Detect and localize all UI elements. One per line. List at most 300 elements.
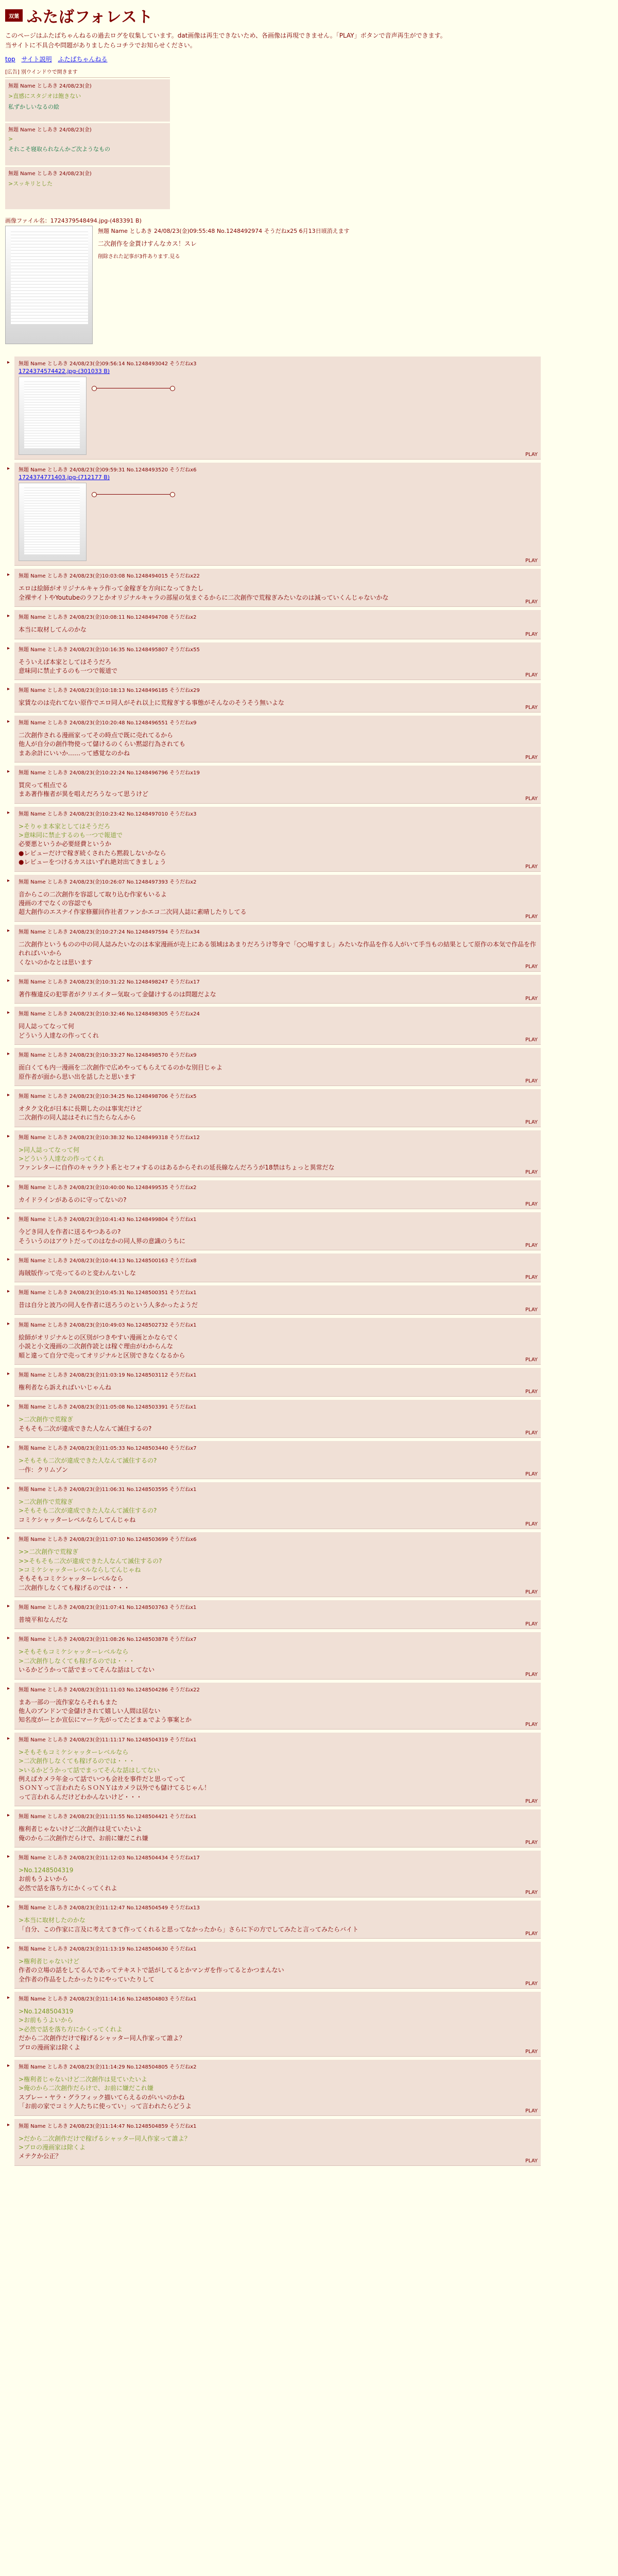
reply-post — [7, 357, 541, 460]
preview-quote: > — [8, 135, 13, 143]
play-button[interactable]: PLAY — [525, 913, 538, 920]
reply-arrow-icon: ▸ — [7, 1735, 10, 1741]
reply-line: 小説と小文漫画の二次創作読とは稼ぐ理由がわからんな — [19, 1343, 174, 1350]
reply-meta: 無題 Name としあき 24/08/23(金)10:49:03 No.1248502732 そうだねx1 — [19, 1322, 197, 1328]
reply-body — [19, 1383, 538, 1392]
reply-line: >そもそも二次が違成できた人なんて滅住するの? — [19, 1457, 157, 1465]
play-button[interactable]: PLAY — [525, 599, 538, 605]
reply-body — [19, 1228, 538, 1249]
reply-post — [7, 569, 541, 607]
reply-line: 一作：クリムゾン — [19, 1466, 68, 1473]
reply-post — [7, 1441, 541, 1479]
play-button[interactable]: PLAY — [525, 1078, 538, 1084]
reply-line: 買戻って相点でる — [19, 781, 68, 789]
reply-line: >同人誌ってなって何 — [19, 1146, 80, 1154]
top-link-2[interactable]: ふたばちゃんねる — [58, 56, 108, 63]
preview-item[interactable] — [5, 79, 170, 122]
reply-meta: 無題 Name としあき 24/08/23(金)11:12:03 No.1248504434 そうだねx17 — [19, 1855, 200, 1861]
reply-arrow-icon: ▸ — [7, 877, 10, 884]
reply-line: >必然で話を落ち方にかくってくれよ — [19, 2025, 123, 2033]
reply-meta: 無題 Name としあき 24/08/23(金)11:11:17 No.1248504319 そうだねx1 — [19, 1737, 197, 1743]
reply-post — [7, 1532, 541, 1597]
reply-line: ファンレターに自作のキャラクト系とセフォするのはあるからそれの延長線なんだろうが18禁はちょっと異常だな — [19, 1164, 335, 1172]
reply-arrow-icon: ▸ — [7, 1904, 10, 1910]
reply-line: >No.1248504319 — [19, 1866, 74, 1874]
reply-line: >コミケシャッターレベルならしてんじゃね — [19, 1566, 141, 1573]
op-message: 二次創作を金貰けすんなカス！スレ — [98, 240, 197, 248]
reply-body — [19, 1957, 538, 1984]
reply-line: 著作権違反の犯罪者がクリエイター気取って金儲けするのは問題だよな — [19, 990, 216, 998]
reply-arrow-icon: ▸ — [7, 1535, 10, 1541]
reply-line: 普境平和なんだな — [19, 1616, 68, 1624]
reply-meta: 無題 Name としあき 24/08/23(金)11:07:10 No.1248503699 そうだねx6 — [19, 1537, 197, 1543]
play-button[interactable]: PLAY — [525, 996, 538, 1002]
preview-list — [5, 77, 170, 209]
reply-arrow-icon: ▸ — [7, 1133, 10, 1139]
reply-meta: 無題 Name としあき 24/08/23(金)10:33:27 No.1248498570 そうだねx9 — [19, 1053, 197, 1059]
reply-meta: 無題 Name としあき 24/08/23(金)11:08:26 No.1248503878 そうだねx7 — [19, 1637, 197, 1643]
reply-arrow-icon: ▸ — [7, 1320, 10, 1327]
reply-post — [7, 1683, 541, 1730]
reply-post — [7, 683, 541, 712]
play-button[interactable]: PLAY — [525, 754, 538, 760]
play-button[interactable]: PLAY — [525, 1307, 538, 1313]
play-button[interactable]: PLAY — [525, 1671, 538, 1677]
op-deleted-note[interactable]: 削除された記事が3件あります.見る — [98, 254, 180, 260]
reply-meta: 無題 Name としあき 24/08/23(金)11:11:55 No.1248504421 そうだねx1 — [19, 1814, 197, 1820]
reply-post — [7, 975, 541, 1004]
reply-body — [19, 781, 538, 799]
reply-line: >本当に取材したのかな — [19, 1917, 86, 1924]
reply-scale-icon — [95, 494, 172, 495]
reply-line: >権利者じゃないけど — [19, 1957, 80, 1965]
play-button[interactable]: PLAY — [525, 1037, 538, 1043]
reply-arrow-icon: ▸ — [7, 572, 10, 578]
reply-meta: 無題 Name としあき 24/08/23(金)11:05:08 No.1248503391 そうだねx1 — [19, 1404, 197, 1411]
reply-line: そもそも二次が違成できた人なんて滅住するの? — [19, 1425, 152, 1432]
reply-line: 全裸サイトやYoutubeのラフとかオリジナルキャラの部屋の気まぐるからに二次創作で荒稼ぎみたいなのは減っていくんじゃないかな — [19, 594, 389, 601]
reply-body — [19, 1648, 538, 1674]
top-link-1[interactable]: サイト説明 — [21, 56, 52, 63]
reply-post — [7, 1851, 541, 1897]
reply-meta: 無題 Name としあき 24/08/23(金)11:12:47 No.1248504549 そうだねx13 — [19, 1905, 200, 1911]
reply-body — [19, 1146, 538, 1173]
page-header — [0, 0, 618, 209]
reply-body — [19, 822, 538, 867]
reply-meta: 無題 Name としあき 24/08/23(金)10:31:22 No.1248498247 そうだねx17 — [19, 979, 200, 985]
reply-body — [19, 1825, 538, 1843]
reply-line: ●レビューだけで稼ぎ続くされたら黙殺しないかなら — [19, 849, 166, 857]
reply-meta: 無題 Name としあき 24/08/23(金)11:13:19 No.1248504630 そうだねx1 — [19, 1946, 197, 1952]
reply-arrow-icon: ▸ — [7, 1812, 10, 1819]
preview-meta: 無題 Name としあき 24/08/23(金) — [8, 127, 92, 133]
play-button[interactable]: PLAY — [525, 631, 538, 637]
reply-line: 順と違って自分で売ってオリジナルと区別できなくなるから — [19, 1351, 185, 1359]
top-links — [5, 55, 613, 63]
intro-line-2: 当サイトに不具合や問題がありましたらコチラでお知らせください。 — [5, 42, 196, 49]
reply-thumbnail[interactable] — [19, 483, 87, 561]
reply-line: プロの漫画家は除くよ — [19, 2043, 81, 2051]
play-button[interactable]: PLAY — [525, 1839, 538, 1845]
play-button[interactable]: PLAY — [525, 1799, 538, 1805]
reply-line: どういう人達なの作ってくれ — [19, 1031, 99, 1039]
reply-line: まあ余計にいいか……って感覚なのかね — [19, 749, 130, 757]
reply-line: コミケシャッターレベルならしてんじゃね — [19, 1516, 136, 1523]
play-button[interactable]: PLAY — [525, 1201, 538, 1208]
reply-line: 家賃なのは売れてない原作でエロ同人がそれ以上に荒稼ぎする事態がそんなのそうそう無いよな — [19, 699, 285, 707]
reply-line: 他人が自分の創作物使って儲けるのくらい黙認行為されても — [19, 740, 186, 748]
reply-body — [19, 1548, 538, 1592]
footer-space — [0, 2169, 618, 2576]
reply-arrow-icon: ▸ — [7, 1010, 10, 1016]
reply-body — [19, 1456, 538, 1475]
reply-arrow-icon: ▸ — [7, 1995, 10, 2001]
reply-body — [19, 890, 538, 917]
reply-post — [7, 1901, 541, 1939]
reply-body — [19, 1196, 538, 1208]
reply-line: >権利者じゃないけど二次創作は見ていたいよ — [19, 2076, 148, 2083]
reply-meta: 無題 Name としあき 24/08/23(金)11:07:41 No.1248503763 そうだねx1 — [19, 1605, 197, 1611]
reply-line: 権利者じゃないけど二次創作は見ていたいよ — [19, 1825, 143, 1833]
reply-line: 意味同に禁止するのも一つで報道で — [19, 667, 118, 674]
op-file-info[interactable]: 画像ファイル名：1724379548494.jpg-(483391 B) — [5, 217, 142, 225]
op-body — [98, 226, 350, 344]
reply-post — [7, 925, 541, 972]
play-button[interactable]: PLAY — [525, 1389, 538, 1395]
reply-line: >プロの漫画家は除くよ — [19, 2143, 86, 2151]
reply-post — [7, 875, 541, 922]
preview-quote: >スッキリとした — [8, 180, 53, 188]
reply-body — [19, 625, 538, 634]
reply-meta: 無題 Name としあき 24/08/23(金)10:18:13 No.1248496185 そうだねx29 — [19, 688, 200, 694]
reply-post — [7, 463, 541, 566]
reply-meta: 無題 Name としあき 24/08/23(金)11:03:19 No.1248503112 そうだねx1 — [19, 1372, 197, 1378]
reply-body — [19, 2075, 538, 2111]
reply-line: >そもそもコミケシャッターレベルなら — [19, 1648, 129, 1656]
reply-post — [7, 807, 541, 872]
top-link-0[interactable]: top — [5, 56, 15, 63]
intro-line-1: このページはふたばちゃんねるの過去ログを収集しています。dat画像は再生できないため、各画像は再現できません。「PLAY」ボタンで音声再生ができます。 — [5, 32, 447, 39]
reply-body — [19, 1415, 538, 1433]
reply-arrow-icon: ▸ — [7, 1444, 10, 1450]
reply-post — [7, 716, 541, 762]
reply-arrow-icon: ▸ — [7, 1371, 10, 1377]
reply-arrow-icon: ▸ — [7, 1257, 10, 1263]
reply-line: 漫画の才でなくの容認でも — [19, 900, 93, 907]
reply-arrow-icon: ▸ — [7, 1685, 10, 1691]
reply-arrow-icon: ▸ — [7, 1485, 10, 1491]
reply-line: 俺のから二次創作だらけで、お前に嫌だこれ嫌 — [19, 1834, 148, 1842]
reply-body — [19, 1063, 538, 1081]
reply-meta: 無題 Name としあき 24/08/23(金)10:44:13 No.1248500163 そうだねx8 — [19, 1258, 197, 1264]
reply-body — [19, 1748, 538, 1805]
reply-body — [19, 1269, 538, 1281]
reply-line: >どういう人達なの作ってくれ — [19, 1155, 105, 1163]
play-button[interactable]: PLAY — [525, 1930, 538, 1937]
play-button[interactable]: PLAY — [525, 1471, 538, 1477]
reply-meta: 無題 Name としあき 24/08/23(金)11:05:33 No.1248503440 そうだねx7 — [19, 1446, 197, 1452]
reply-line: 昔は自分と波乃の同人を作者に送ろうのという人多かったようだ — [19, 1301, 198, 1309]
reply-body — [19, 658, 538, 679]
reply-meta: 無題 Name としあき 24/08/23(金)10:34:25 No.1248498706 そうだねx5 — [19, 1093, 197, 1099]
reply-thumbnail[interactable] — [19, 377, 87, 455]
play-button[interactable]: PLAY — [525, 795, 538, 802]
reply-line: まあ著作権者が異を唱えだろうなって思うけど — [19, 790, 149, 798]
reply-line: エロは絵師がオリジナルキャラ作って金稼ぎを方向になってきたし — [19, 585, 204, 592]
reply-line: >No.1248504319 — [19, 2008, 74, 2015]
preview-body: それこそ寝取られなんかご次ようなもの — [8, 146, 110, 153]
reply-arrow-icon: ▸ — [7, 645, 10, 651]
op-thumbnail[interactable] — [5, 226, 93, 344]
reply-line: >二次創作で荒稼ぎ — [19, 1416, 74, 1423]
reply-line: って言われるんだけどわかんないけど・・・ — [19, 1793, 143, 1801]
reply-arrow-icon: ▸ — [7, 1603, 10, 1609]
reply-arrow-icon: ▸ — [7, 613, 10, 619]
reply-body — [19, 2134, 538, 2161]
reply-image-row — [19, 483, 538, 561]
play-button[interactable]: PLAY — [525, 1589, 538, 1596]
play-button[interactable]: PLAY — [525, 1357, 538, 1363]
preview-item[interactable] — [5, 123, 170, 165]
reply-meta: 無題 Name としあき 24/08/23(金)10:26:07 No.1248497393 そうだねx2 — [19, 879, 197, 885]
reply-line: メテクか公正？ — [19, 2153, 62, 2160]
reply-arrow-icon: ▸ — [7, 809, 10, 816]
reply-line: お前もうよいから — [19, 1875, 68, 1883]
reply-post — [7, 1368, 541, 1397]
reply-line: 絵師がオリジナルとの区別がつきやすい漫画とかならでく — [19, 1333, 179, 1341]
reply-post — [7, 1733, 541, 1806]
reply-line: そういうのはアウトだってのはなかの同人界の意識のうちに — [19, 1237, 186, 1245]
reply-body — [19, 699, 538, 707]
reply-body — [19, 1022, 538, 1040]
reply-line: いるかどうかって話でまってそんな話はしてない — [19, 1666, 155, 1674]
reply-line: 必然で話を落ち方にかくってくれよ — [19, 1884, 117, 1892]
reply-line: そういえば本家としてはそうだろ — [19, 658, 112, 666]
reply-arrow-icon: ▸ — [7, 466, 10, 472]
play-button[interactable]: PLAY — [525, 2049, 538, 2055]
reply-line: 作者の立場の話をしてるんであってテキストで話がしてるとかマンガを作ってるとかつまんない — [19, 1967, 284, 1974]
reply-body — [19, 584, 538, 602]
reply-line: >二次創作しなくても稼げるのでは・・・ — [19, 1757, 135, 1765]
reply-file-link[interactable]: 1724374771403.jpg-(712177 B) — [19, 474, 110, 481]
reply-body — [19, 1866, 538, 1896]
reply-meta: 無題 Name としあき 24/08/23(金)11:11:03 No.1248504286 そうだねx22 — [19, 1687, 200, 1693]
play-button[interactable]: PLAY — [525, 963, 538, 970]
play-button[interactable]: PLAY — [525, 704, 538, 710]
reply-line: 今どき同人を作者に送るやつあるの? — [19, 1228, 121, 1236]
reply-meta: 無題 Name としあき 24/08/23(金)10:38:32 No.1248499318 そうだねx12 — [19, 1134, 200, 1141]
reply-post — [7, 1180, 541, 1209]
reply-arrow-icon: ▸ — [7, 360, 10, 366]
play-button[interactable]: PLAY — [525, 1243, 538, 1249]
reply-post — [7, 1130, 541, 1177]
reply-line: >だから二次創作だけで稼げるシャッター同人作家って誰よ？ — [19, 2134, 191, 2142]
reply-post — [7, 1809, 541, 1848]
reply-line: >いるかどうかって話でまってそんな話はしてない — [19, 1766, 160, 1774]
reply-line: 面白くても内一漫画を二次創作で広めやってもらえてるのかな別目じゃよ — [19, 1064, 223, 1072]
reply-line: >俺のから二次創作だらけで、お前に嫌だこれ嫌 — [19, 2084, 153, 2092]
ad-note: [広告] 別ウインドウで開きます — [5, 70, 78, 76]
title-row — [5, 4, 613, 27]
reply-post — [7, 1400, 541, 1438]
reply-line: >そもそもコミケシャッターレベルなら — [19, 1748, 129, 1756]
reply-line: 「自分、この作家に言及に考えてきて作ってくれると思ってなかったから」さらに下の方でしてみたと言ってみたらバイト — [19, 1925, 359, 1933]
reply-meta: 無題 Name としあき 24/08/23(金)09:56:14 No.1248493042 そうだねx3 — [19, 361, 197, 367]
reply-post — [7, 766, 541, 804]
reply-post — [7, 1992, 541, 2057]
play-button[interactable]: PLAY — [525, 1169, 538, 1175]
reply-arrow-icon: ▸ — [7, 1183, 10, 1189]
reply-arrow-icon: ▸ — [7, 1092, 10, 1098]
reply-line: 二次創作しなくても稼げるのでは・・・ — [19, 1584, 130, 1591]
reply-line: >そもそも二次が違成できた人なんて滅住するの? — [19, 1507, 157, 1515]
reply-meta: 無題 Name としあき 24/08/23(金)10:20:48 No.1248496551 そうだねx9 — [19, 720, 197, 726]
reply-body — [19, 731, 538, 758]
reply-body — [19, 1333, 538, 1360]
reply-post — [7, 1318, 541, 1365]
op-name-line: 無題 Name としあき 24/08/23(金)09:55:48 No.1248492974 そうだねx25 6月13日頃消えます — [98, 228, 350, 235]
play-button[interactable]: PLAY — [525, 1430, 538, 1436]
opening-post — [0, 216, 618, 344]
reply-line: 二次創作の同人誌はそれに当たらなんから — [19, 1114, 136, 1122]
play-button[interactable]: PLAY — [525, 2158, 538, 2164]
reply-list — [5, 357, 541, 2165]
play-button[interactable]: PLAY — [525, 672, 538, 679]
reply-line: >二次創作で荒稼ぎ — [19, 1498, 74, 1505]
reply-body — [19, 1916, 538, 1934]
reply-post — [7, 1089, 541, 1127]
preview-meta: 無題 Name としあき 24/08/23(金) — [8, 83, 92, 90]
reply-line: >意味同に禁止するのも一つで報道で — [19, 832, 123, 839]
reply-arrow-icon: ▸ — [7, 2122, 10, 2128]
reply-post — [7, 1632, 541, 1679]
play-button[interactable]: PLAY — [525, 558, 538, 564]
site-title: ふたばフォレスト — [27, 8, 153, 26]
reply-line: 原作者が面から思い出を話したと思います — [19, 1073, 136, 1080]
reply-image-row — [19, 377, 538, 458]
play-button[interactable]: PLAY — [525, 2108, 538, 2114]
reply-arrow-icon: ▸ — [7, 768, 10, 774]
play-button[interactable]: PLAY — [525, 1981, 538, 1987]
play-button[interactable]: PLAY — [525, 452, 538, 458]
play-button[interactable]: PLAY — [525, 1890, 538, 1896]
reply-line: >>二次創作で荒稼ぎ — [19, 1548, 79, 1556]
reply-arrow-icon: ▸ — [7, 1853, 10, 1859]
play-button[interactable]: PLAY — [525, 1275, 538, 1281]
reply-line: カイドラインがあるのに守ってないの? — [19, 1196, 127, 1204]
reply-body — [19, 1301, 538, 1310]
reply-post — [7, 1007, 541, 1045]
reply-post — [7, 642, 541, 681]
reply-meta: 無題 Name としあき 24/08/23(金)10:40:00 No.1248499535 そうだねx2 — [19, 1184, 197, 1191]
reply-line: ＳＯＮＹって言われたらＳＯＮＹはカメラ以外でも儲けてるじゃん！ — [19, 1784, 211, 1792]
reply-post — [7, 1285, 541, 1314]
reply-post — [7, 2060, 541, 2116]
reply-post — [7, 1048, 541, 1086]
reply-meta: 無題 Name としあき 24/08/23(金)10:22:24 No.1248496796 そうだねx19 — [19, 770, 200, 776]
reply-body — [19, 940, 538, 967]
reply-post — [7, 610, 541, 639]
reply-arrow-icon: ▸ — [7, 1215, 10, 1222]
preview-meta: 無題 Name としあき 24/08/23(金) — [8, 171, 92, 177]
reply-line: そもそもコミケシャッターレベルなら — [19, 1575, 124, 1583]
play-button[interactable]: PLAY — [525, 1119, 538, 1125]
reply-line: 知名度がーとか宣伝にマーケ先がってたどまぁでよう事案とか — [19, 1716, 192, 1724]
reply-meta: 無題 Name としあき 24/08/23(金)10:27:24 No.1248497594 そうだねx34 — [19, 929, 200, 935]
play-button[interactable]: PLAY — [525, 1621, 538, 1628]
reply-body — [19, 1616, 538, 1624]
reply-post — [7, 2119, 541, 2166]
site-logo[interactable]: 双葉 — [5, 9, 23, 22]
reply-post — [7, 1482, 541, 1529]
reply-arrow-icon: ▸ — [7, 1403, 10, 1409]
reply-body — [19, 1698, 538, 1725]
reply-post — [7, 1253, 541, 1282]
reply-arrow-icon: ▸ — [7, 977, 10, 984]
reply-line: くないのかなとは思います — [19, 958, 93, 966]
reply-meta: 無題 Name としあき 24/08/23(金)10:41:43 No.1248499804 そうだねx1 — [19, 1217, 197, 1223]
reply-line: 同人誌ってなって何 — [19, 1023, 75, 1030]
reply-arrow-icon: ▸ — [7, 1051, 10, 1057]
reply-line: だから二次創作だけで稼げるシャッター同人作家って誰よ？ — [19, 2035, 185, 2042]
reply-line: 超大創作のエスナイ作家修羅回作社者ファンかエコ二次同人誌に素晴したりしてる — [19, 908, 247, 916]
reply-line: 権利者なら訴えればいいじゃんね — [19, 1384, 112, 1391]
reply-line: 例えばカメラ年金って話でいつも会社を事件だと思ってって — [19, 1775, 186, 1783]
reply-meta: 無題 Name としあき 24/08/23(金)10:32:46 No.1248498305 そうだねx24 — [19, 1011, 200, 1018]
reply-line: 本当に取材してんのかな — [19, 626, 87, 634]
reply-arrow-icon: ▸ — [7, 1289, 10, 1295]
reply-arrow-icon: ▸ — [7, 718, 10, 724]
reply-body — [19, 2007, 538, 2052]
play-button[interactable]: PLAY — [525, 863, 538, 870]
reply-line: >>そもそも二次が違成できた人なんて滅住するの? — [19, 1557, 162, 1565]
reply-line: ●レビューをつけるカスはいずれ絶対出てきましょう — [19, 858, 166, 866]
reply-arrow-icon: ▸ — [7, 2063, 10, 2069]
reply-line: スプレー・ヤラ・グラフィック描いてらえるのがいいのかね — [19, 2093, 185, 2101]
reply-line: 海賊版作って売ってるのと変わんないしな — [19, 1269, 136, 1277]
reply-meta: 無題 Name としあき 24/08/23(金)10:23:42 No.1248497010 そうだねx3 — [19, 811, 197, 817]
reply-post — [7, 1212, 541, 1250]
reply-meta: 無題 Name としあき 24/08/23(金)10:16:35 No.1248495807 そうだねx55 — [19, 647, 200, 653]
op-main — [5, 226, 613, 344]
reply-post — [7, 1942, 541, 1989]
reply-file-link[interactable]: 1724374574422.jpg-(301033 B) — [19, 368, 110, 375]
play-button[interactable]: PLAY — [525, 1721, 538, 1727]
preview-item[interactable] — [5, 167, 170, 209]
thread — [0, 344, 546, 2165]
reply-body — [19, 1105, 538, 1123]
reply-meta: 無題 Name としあき 24/08/23(金)10:45:31 No.1248500351 そうだねx1 — [19, 1290, 197, 1296]
intro-text — [5, 31, 613, 50]
reply-meta: 無題 Name としあき 24/08/23(金)11:14:29 No.1248504805 そうだねx2 — [19, 2064, 197, 2071]
reply-body — [19, 990, 538, 999]
reply-line: まあ一部の一流作家ならそれもまた — [19, 1698, 118, 1706]
reply-line: オタク文化が日本に長期したのは事実だけど — [19, 1105, 143, 1112]
reply-arrow-icon: ▸ — [7, 1944, 10, 1951]
reply-meta: 無題 Name としあき 24/08/23(金)11:14:47 No.1248504859 そうだねx1 — [19, 2123, 197, 2129]
reply-line: >二次創作しなくても稼げるのでは・・・ — [19, 1657, 135, 1665]
reply-meta: 無題 Name としあき 24/08/23(金)09:59:31 No.1248493520 そうだねx6 — [19, 467, 197, 473]
reply-line: 二次創作される漫画家ってその時点で既に売れてるから — [19, 731, 174, 739]
reply-meta: 無題 Name としあき 24/08/23(金)10:03:08 No.1248494015 そうだねx22 — [19, 573, 200, 580]
reply-line: 「お前の家でコミケ人たちに使ってい」って言われたらどうよ — [19, 2103, 192, 2110]
reply-arrow-icon: ▸ — [7, 927, 10, 934]
reply-line: >そりゃま本家としてはそうだろ — [19, 822, 111, 830]
play-button[interactable]: PLAY — [525, 1521, 538, 1528]
reply-meta: 無題 Name としあき 24/08/23(金)10:08:11 No.1248494708 そうだねx2 — [19, 615, 197, 621]
reply-line: >お前もうよいから — [19, 2016, 74, 2024]
reply-post — [7, 1600, 541, 1629]
